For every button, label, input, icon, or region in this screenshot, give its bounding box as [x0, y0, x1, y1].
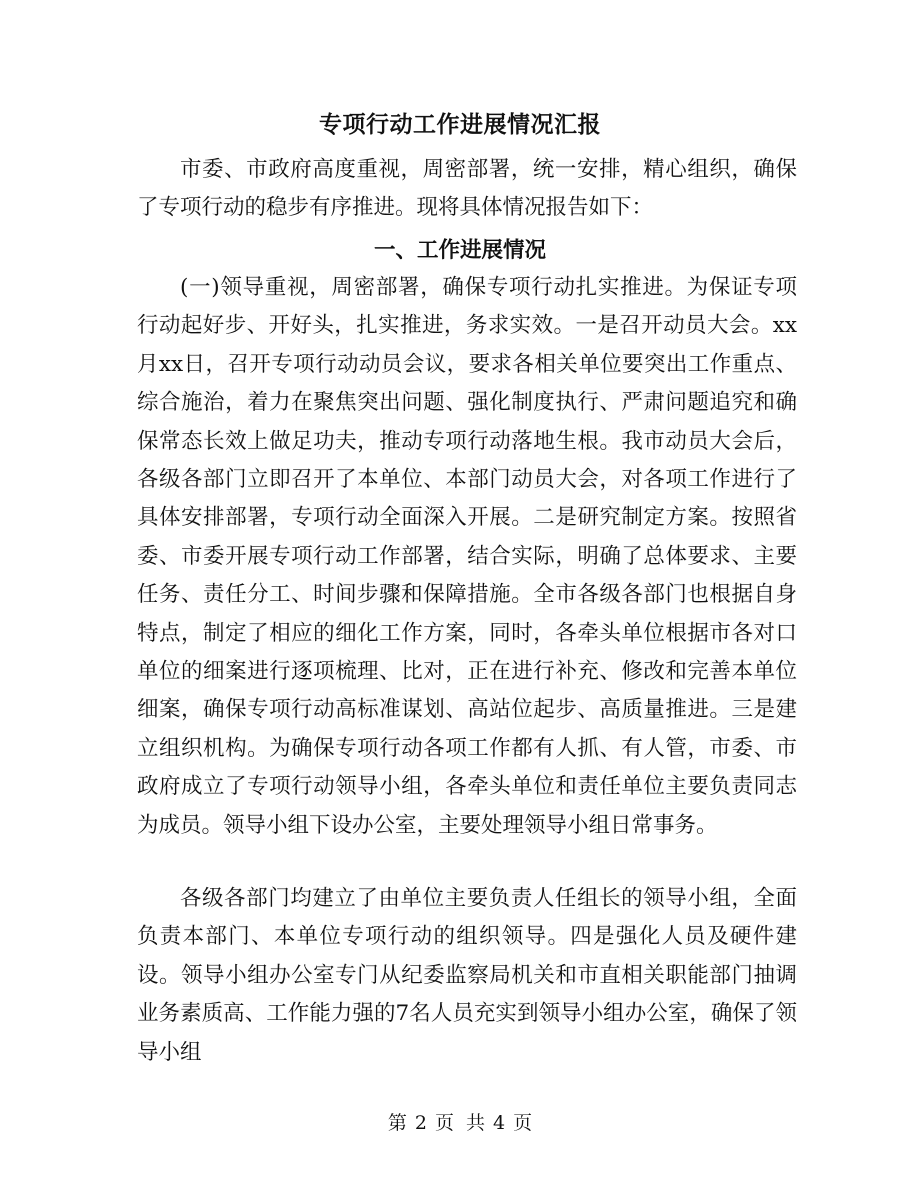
- paragraph-text: 各级各部门均建立了由单位主要负责人任组长的领导小组，全面负责本部门、本单位专项行动的组织领导。四是强化人员及硬件建设。领导小组办公室专门从纪委监察局机关和市直相关职能部门抽调业务素质高、工作能力强的7名人员充实到领导小组办公室，确保了领导小组: [137, 886, 797, 1065]
- paragraph-text: (一)领导重视，周密部署，确保专项行动扎实推进。为保证专项行动起好步、开好头，扎实推进，务求实效。一是召开动员大会。xx月xx日，召开专项行动动员会议，要求各相关单位要突出工作重点、综合施治，着力在聚焦突出问题、强化制度执行、严肃问题追究和确保常态长效上做足功夫，推动专项行动落地生根。我市动员大会后，各级各部门立即召开了本单位、本部门动员大会，对各项工作进行了具体安排部署，专项行动全面深入开展。二是研究制定方案。按照省委、市委开展专项行动工作部署，结合实际，明确了总体要求、主要任务、责任分工、时间步骤和保障措施。全市各级各部门也根据自身特点，制定了相应的细化工作方案，同时，各牵头单位根据市各对口单位的细案进行逐项梳理、比对，正在进行补充、修改和完善本单位细案，确保专项行动高标准谋划、高站位起步、高质量推进。三是建立组织机构。为确保专项行动各项工作都有人抓、有人管，市委、市政府成立了专项行动领导小组，各牵头单位和责任单位主要负责同志为成员。领导小组下设办公室，主要处理领导小组日常事务。: [137, 275, 797, 838]
- body-paragraph-2: [137, 880, 797, 1072]
- section-heading: 一、工作进展情况: [373, 238, 546, 263]
- footer-middle: 页 共: [434, 1112, 486, 1134]
- page-footer: [0, 1108, 920, 1138]
- footer-suffix: 页: [513, 1112, 533, 1134]
- footer-prefix: 第: [387, 1112, 407, 1134]
- current-page-number: 2: [414, 1112, 427, 1134]
- document-title: 专项行动工作进展情况汇报: [319, 111, 601, 138]
- body-paragraph-1: [137, 269, 797, 845]
- intro-text: 市委、市政府高度重视，周密部署，统一安排，精心组织，确保了专项行动的稳步有序推进。现将具体情况报告如下：: [137, 157, 797, 221]
- intro-paragraph: [137, 151, 797, 228]
- total-pages-number: 4: [493, 1112, 506, 1134]
